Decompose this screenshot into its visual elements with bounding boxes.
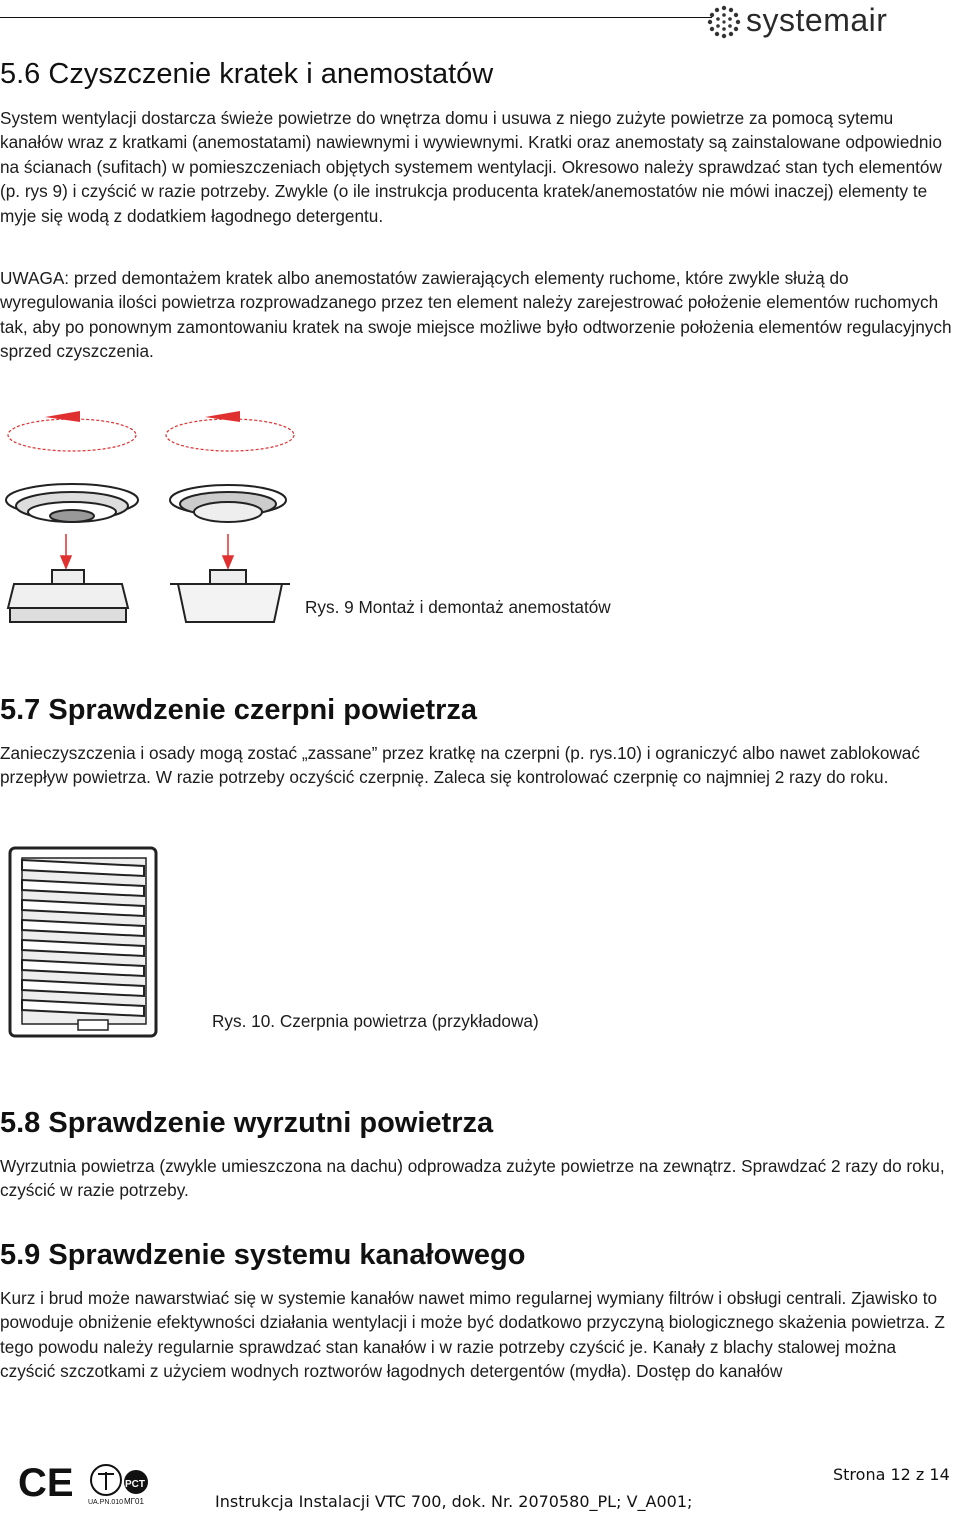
section-5-8-title: 5.8 Sprawdzenie wyrzutni powietrza <box>0 1107 494 1139</box>
air-intake-grille-figure <box>8 846 208 1041</box>
section-5-9-paragraph-1: Kurz i brud może nawarstwiać się w systemie kanałów nawet mimo regularnej wymiany filtrów i obsługi centrali. Zjawisko to powoduje obniżenie efektywności działania wentylacji i może być dodatkowo przyczyną biologicznego skażenia powietrza. Z tego powodu należy regularnie sprawdzać stan kanałów i w razie potrzeby czyścić je. Kanały z blachy stalowej można czyścić szczotkami z użyciem wodnych roztworów łagodnych detergentów (mydła). Dostęp do kanałów <box>0 1288 945 1382</box>
systemair-logo <box>706 4 906 40</box>
anemostat-side-right <box>170 570 290 622</box>
anemostat-side-left <box>8 570 128 622</box>
section-5-9-title: 5.9 Sprawdzenie systemu kanałowego <box>0 1239 526 1271</box>
section-5-8-paragraph-1: Wyrzutnia powietrza (zwykle umieszczona na dachu) odprowadza zużyte powietrze na zewnątrz. Sprawdzać 2 razy do roku, czyścić w razie potrzeby. <box>0 1156 945 1201</box>
brand-name: systemair <box>746 2 888 38</box>
mg-mark: МГ01 <box>124 1497 144 1506</box>
anemostat-top-right <box>170 485 286 522</box>
document-reference: Instrukcja Instalacji VTC 700, dok. Nr. 2070580_PL; V_A001; <box>215 1492 693 1511</box>
figure-10-caption: Rys. 10. Czerpnia powietrza (przykładowa) <box>212 1011 539 1031</box>
header-rule <box>0 17 712 18</box>
section-5-6-title: 5.6 Czyszczenie kratek i anemostatów <box>0 58 494 90</box>
down-arrow-right-icon <box>223 534 233 568</box>
down-arrow-left-icon <box>61 534 71 568</box>
ce-mark: CE <box>18 1461 74 1505</box>
figure-9-caption: Rys. 9 Montaż i demontaż anemostatów <box>305 597 611 617</box>
section-5-6-paragraph-2: UWAGA: przed demontażem kratek albo anemostatów zawierających elementy ruchome, które zwykle służą do wyregulowania ilości powietrza rozprowadzanego przez ten element należy zarejestrować położenie elementów ruchomych tak, aby po ponownym zamontowaniu kratek na swoje miejsce możliwe było odtworzenie położenia elementów regulacyjnych sprzed czyszczenia. <box>0 268 952 362</box>
pct-mark: PCT <box>125 1479 145 1490</box>
logo-dots-icon <box>706 4 742 40</box>
anemostat-figure <box>0 408 300 638</box>
ua-mark: UA.PN.010 <box>88 1499 124 1506</box>
page-number: Strona 12 z 14 <box>833 1465 950 1484</box>
section-5-6-paragraph-1: System wentylacji dostarcza świeże powietrze do wnętrza domu i usuwa z niego zużyte powietrze za pomocą sytemu kanałów wraz z kratkami (anemostatami) nawiewnymi i wywiewnymi. Kratki oraz anemostaty są zainstalowane odpowiednio na ścianach (sufitach) w pomieszczeniach objętych systemem wentylacji. Okresowo należy sprawdzać stan tych elementów (p. rys 9) i czyścić w razie potrzeby. Zwykle (o ile instrukcja producenta kratek/anemostatów nie mówi inaczej) elementy te myje się wodą z dodatkiem łagodnego detergentu. <box>0 108 942 226</box>
anemostat-top-left <box>6 484 138 522</box>
rotation-arrow-right-icon <box>166 411 294 451</box>
certification-marks <box>18 1462 148 1507</box>
section-5-7-title: 5.7 Sprawdzenie czerpni powietrza <box>0 694 478 726</box>
section-5-7-paragraph-1: Zanieczyszczenia i osady mogą zostać „zassane” przez kratkę na czerpni (p. rys.10) i ograniczyć albo nawet zablokować przepływ powietrza. W razie potrzeby oczyścić czerpnię. Zaleca się kontrolować czerpnię co najmniej 2 razy do roku. <box>0 743 920 788</box>
rotation-arrow-left-icon <box>8 411 136 451</box>
